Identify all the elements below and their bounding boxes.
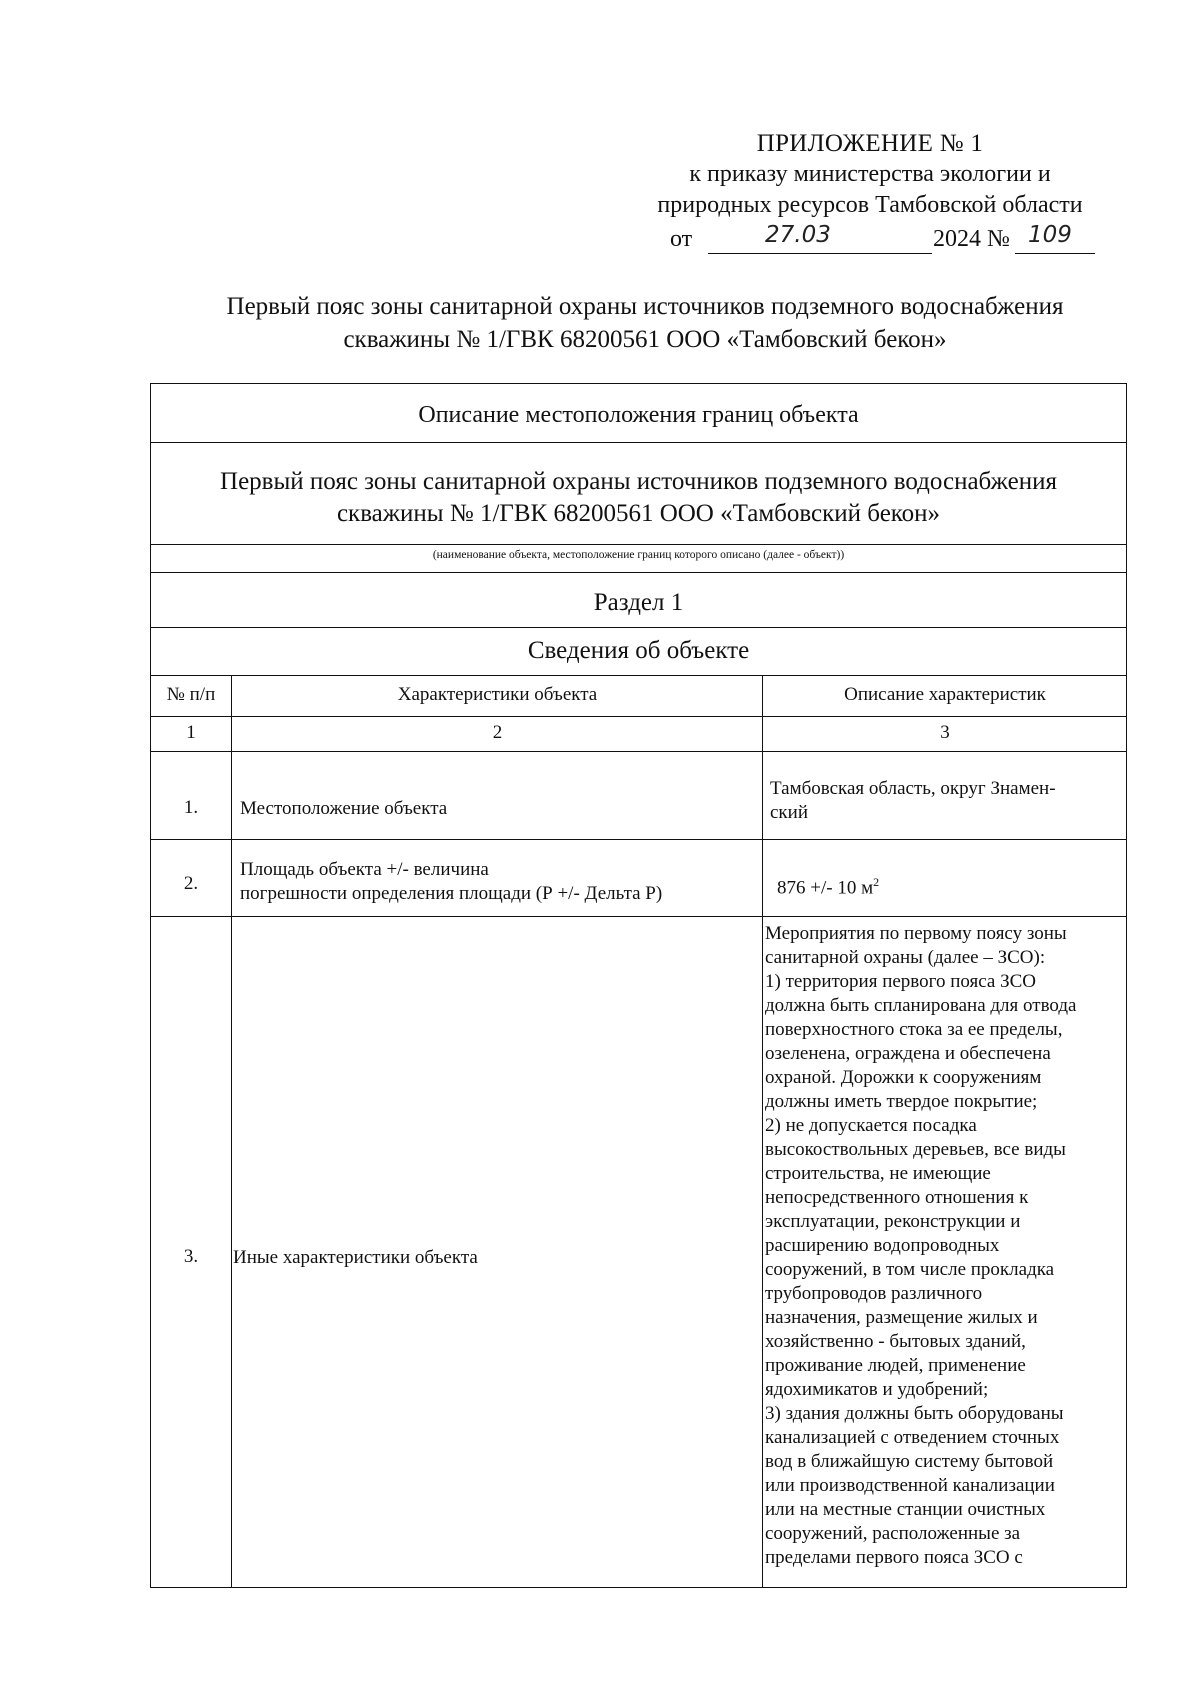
divider [151,751,1126,752]
order-date-line [670,222,1110,258]
description-line: эксплуатации, реконструкции и [765,1211,1021,1232]
handwritten-number: 109 [1028,222,1072,248]
object-name [151,466,1126,530]
description-line: пределами первого пояса ЗСО с [765,1547,1023,1568]
appendix-title: ПРИЛОЖЕНИЕ № 1 [756,130,984,157]
description-line: ядохимикатов и удобрений; [765,1379,989,1400]
column-number-1: 1 [186,722,196,743]
divider [151,675,1126,676]
description-line: санитарной охраны (далее – ЗСО): [765,947,1046,968]
description-line: или производственной канализации [765,1475,1055,1496]
object-note: (наименование объекта, местоположение границ которого описано (далее - объект)) [432,549,845,561]
characteristic-line: Площадь объекта +/- величина [240,859,489,880]
table-header: Описание местоположения границ объекта [418,402,859,428]
section-title: Сведения об объекте [527,637,750,664]
description-line: ский [770,802,808,823]
description-line: или на местные станции очистных [765,1499,1046,1520]
row-characteristic: Иные характеристики объекта [233,1247,478,1268]
object-name-line-2: скважины № 1/ГВК 68200561 ООО «Тамбовский бекон» [336,500,941,527]
appendix-block [600,128,1140,221]
column-header-number: № п/п [166,684,216,705]
row-number: 2. [183,873,199,894]
description-line: проживание людей, применение [765,1355,1026,1376]
date-prefix: от [670,226,693,252]
description-line: 2) не допускается посадка [765,1115,977,1136]
description-line: озеленена, ограждена и обеспечена [765,1043,1051,1064]
row-description [770,777,1056,825]
row-description [765,922,1076,1570]
appendix-line-1: к приказу министерства экологии и [689,161,1051,187]
boundary-description-table [150,383,1127,1588]
row-description [777,870,879,900]
description-line: расширению водопроводных [765,1235,1000,1256]
column-number-2: 2 [492,722,503,743]
appendix-line-2: природных ресурсов Тамбовской области [657,192,1083,218]
description-line: Тамбовская область, округ Знамен- [770,778,1056,799]
description-line: назначения, размещение жилых и [765,1307,1038,1328]
description-line: вод в ближайшую систему бытовой [765,1451,1054,1472]
document-title-line-2: скважины № 1/ГВК 68200561 ООО «Тамбовский бекон» [343,326,947,353]
divider [151,627,1126,628]
description-line: Мероприятия по первому поясу зоны [765,923,1067,944]
divider [151,544,1126,545]
description-line: строительства, не имеющие [765,1163,991,1184]
year-number-label: 2024 № [933,226,1010,252]
handwritten-date: 27.03 [765,222,831,248]
description-line: хозяйственно - бытовых зданий, [765,1331,1026,1352]
description-line: трубопроводов различного [765,1283,983,1304]
row-characteristic [240,858,662,906]
row-number: 3. [183,1246,199,1267]
date-underline [708,253,932,254]
column-divider-1 [231,675,232,1587]
description-line: охраной. Дорожки к сооружениям [765,1067,1042,1088]
object-name-line-1: Первый пояс зоны санитарной охраны источников подземного водоснабжения [220,468,1057,495]
description-line: сооружений, в том числе прокладка [765,1259,1055,1280]
section-label: Раздел 1 [593,589,684,616]
description-line: 3) здания должны быть оборудованы [765,1403,1064,1424]
description-line: должны иметь твердое покрытие; [765,1091,1038,1112]
description-line: 1) территория первого пояса ЗСО [765,971,1037,992]
number-underline [1015,253,1095,254]
description-line: должна быть спланирована для отвода [765,995,1077,1016]
column-header-description: Описание характеристик [844,684,1046,705]
divider [151,839,1126,840]
column-divider-2 [762,675,763,1587]
row-number: 1. [183,797,199,818]
description-line: высокоствольных деревьев, все виды [765,1139,1066,1160]
document-title-line-1: Первый пояс зоны санитарной охраны источников подземного водоснабжения [226,293,1064,320]
row-characteristic: Местоположение объекта [240,798,448,819]
document-title [150,290,1140,356]
description-line: сооружений, расположенные за [765,1523,1021,1544]
description-line: поверхностного стока за ее пределы, [765,1019,1063,1040]
column-header-characteristic: Характеристики объекта [397,684,598,705]
area-value: 876 +/- 10 м [777,877,874,899]
divider [151,716,1126,717]
column-number-3: 3 [940,722,950,743]
description-line: непосредственного отношения к [765,1187,1029,1208]
divider [151,916,1126,917]
divider [151,572,1126,573]
divider [151,442,1126,443]
area-unit-exponent: 2 [873,875,880,889]
description-line: канализацией с отведением сточных [765,1427,1060,1448]
characteristic-line: погрешности определения площади (Р +/- Дельта Р) [240,883,663,904]
